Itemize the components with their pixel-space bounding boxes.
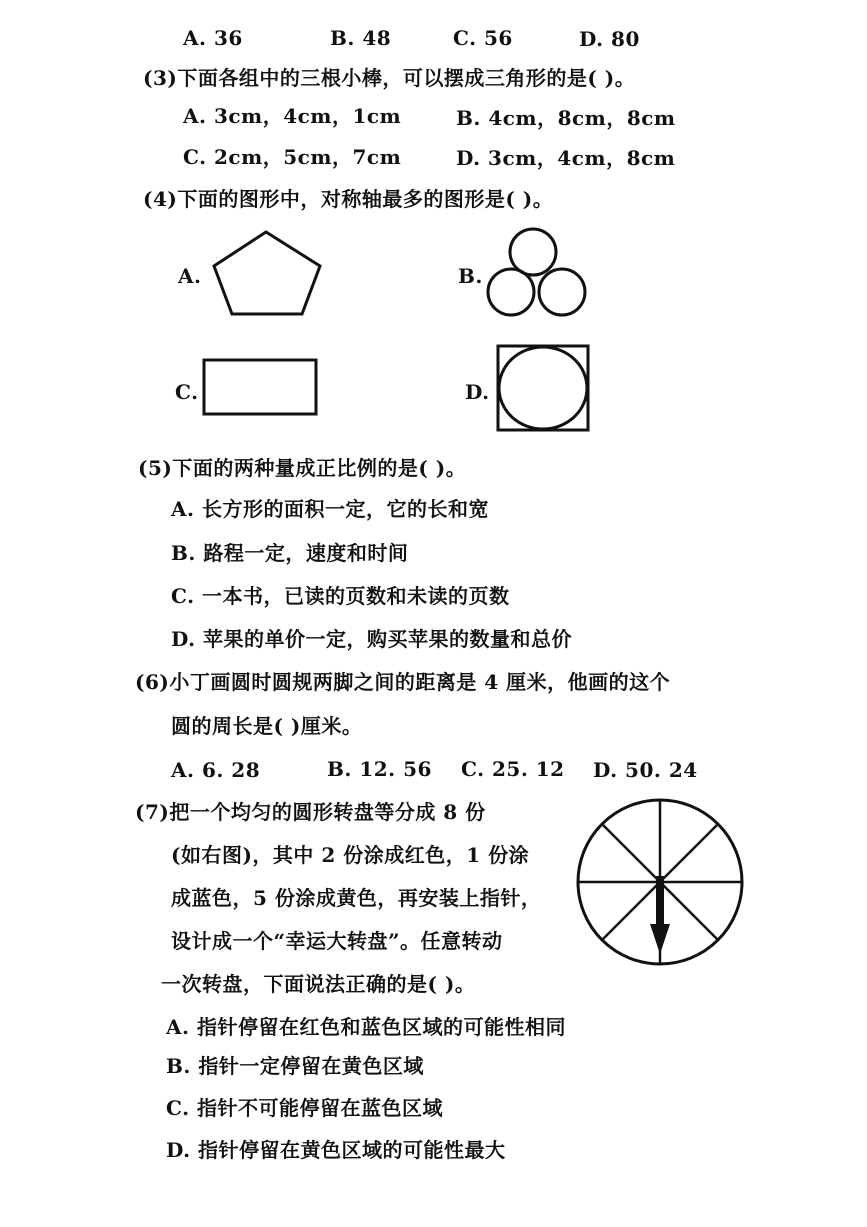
q6-stem-line2: 圆的周长是( )厘米。	[171, 714, 363, 738]
q7-option-c: C. 指针不可能停留在蓝色区域	[166, 1096, 443, 1120]
square-with-circle-figure	[494, 342, 592, 434]
q5-option-c: C. 一本书，已读的页数和未读的页数	[171, 584, 510, 608]
q5-option-a: A. 长方形的面积一定，它的长和宽	[171, 497, 489, 521]
q7-option-a: A. 指针停留在红色和蓝色区域的可能性相同	[166, 1015, 566, 1039]
q2-option-a: A. 36	[183, 26, 243, 50]
q3-option-a: A. 3cm，4cm，1cm	[183, 104, 402, 128]
q5-option-d: D. 苹果的单价一定，购买苹果的数量和总价	[171, 627, 573, 651]
q6-option-d: D. 50. 24	[593, 758, 698, 782]
q4-label-a: A.	[178, 264, 202, 288]
q6-option-a: A. 6. 28	[171, 758, 261, 782]
q7-stem-line3: 成蓝色，5 份涂成黄色，再安装上指针，	[171, 886, 542, 910]
q3-stem: (3)下面各组中的三根小棒，可以摆成三角形的是( )。	[143, 66, 636, 90]
q7-option-b: B. 指针一定停留在黄色区域	[166, 1054, 424, 1078]
q2-option-b: B. 48	[330, 26, 392, 50]
q7-option-d: D. 指针停留在黄色区域的可能性最大	[166, 1138, 506, 1162]
q7-stem-line4: 设计成一个“幸运大转盘”。任意转动	[171, 929, 503, 953]
q5-option-b: B. 路程一定，速度和时间	[171, 541, 409, 565]
q5-stem: (5)下面的两种量成正比例的是( )。	[138, 456, 467, 480]
q2-option-d: D. 80	[579, 27, 640, 51]
three-circles-figure	[484, 228, 594, 320]
q3-option-d: D. 3cm，4cm，8cm	[456, 146, 676, 170]
q6-option-b: B. 12. 56	[327, 757, 432, 781]
q3-option-b: B. 4cm，8cm，8cm	[456, 106, 676, 130]
q6-option-c: C. 25. 12	[461, 757, 565, 781]
q4-stem: (4)下面的图形中，对称轴最多的图形是( )。	[143, 187, 554, 211]
q4-label-d: D.	[465, 380, 490, 404]
q7-stem-line5: 一次转盘，下面说法正确的是( )。	[161, 972, 476, 996]
q3-option-c: C. 2cm，5cm，7cm	[183, 145, 402, 169]
pentagon-figure	[210, 228, 330, 320]
q4-label-b: B.	[458, 264, 483, 288]
q4-label-c: C.	[175, 380, 199, 404]
rectangle-figure	[200, 356, 320, 418]
q6-stem-line1: (6)小丁画圆时圆规两脚之间的距离是 4 厘米，他画的这个	[135, 670, 671, 694]
spinner-figure	[574, 796, 746, 968]
q2-option-c: C. 56	[453, 26, 513, 50]
q7-stem-line2: (如右图)，其中 2 份涂成红色，1 份涂	[171, 843, 530, 867]
q7-stem-line1: (7)把一个均匀的圆形转盘等分成 8 份	[135, 800, 486, 824]
